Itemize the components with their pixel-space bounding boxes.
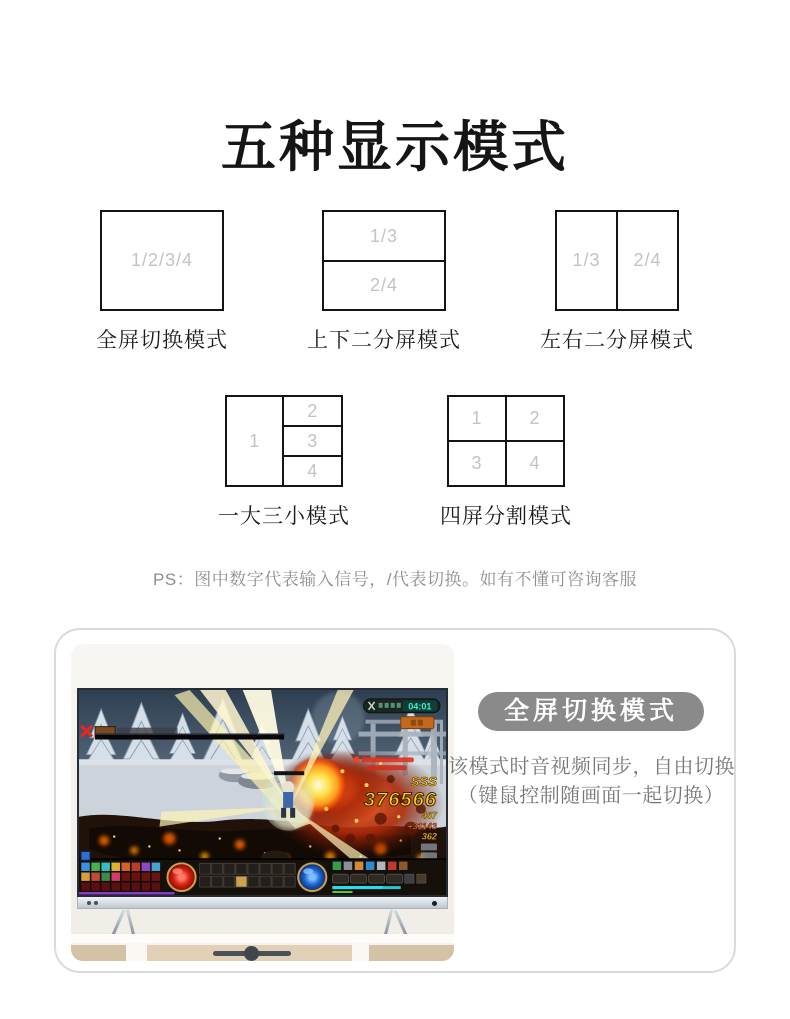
diagram-top-bottom	[322, 210, 446, 311]
diagram-cell: 1	[227, 397, 282, 485]
mode-quad-split	[440, 395, 572, 530]
page-title: 五种显示模式	[220, 116, 569, 178]
mode-label: 四屏分割模式	[440, 505, 572, 529]
tv-power-led	[432, 901, 437, 906]
hp-orb	[167, 864, 195, 892]
diagram-cell: 4	[507, 442, 563, 485]
diagram-cell: 3	[284, 427, 341, 455]
diagram-cell: 2	[284, 397, 341, 425]
feature-description	[448, 753, 734, 811]
feature-desc-line2: （键鼠控制随画面一起切换）	[457, 785, 725, 808]
mode-label: 一大三小模式	[218, 505, 350, 529]
mode-one-big-three-small	[218, 395, 350, 530]
mode-label: 左右二分屏模式	[540, 329, 694, 353]
diagram-cell: 1	[449, 397, 505, 440]
diagram-cell: 1/3	[324, 212, 444, 260]
tv-bezel	[77, 897, 448, 909]
mode-top-bottom-split	[307, 210, 461, 354]
sub-damage-2: +31143	[407, 821, 437, 832]
drawer-handle	[213, 951, 291, 956]
tv-photo	[71, 644, 454, 961]
mp-orb	[298, 864, 326, 892]
sub-damage-3: 362	[421, 831, 437, 842]
tv-screen	[77, 688, 448, 897]
diagram-cell: 2/4	[618, 212, 677, 309]
modes-row-1	[0, 210, 790, 354]
feature-text-column	[448, 692, 734, 811]
drawer-divider	[126, 943, 147, 961]
diagram-quad-split	[447, 395, 565, 487]
diagram-cell: 4	[284, 457, 341, 485]
drawer-divider	[352, 943, 369, 961]
diagram-cell: 3	[449, 442, 505, 485]
tv-leg	[112, 910, 126, 936]
diagram-left-right	[555, 210, 679, 311]
tv-leg	[384, 909, 393, 936]
damage-value: 376566	[363, 789, 437, 812]
player-character	[262, 771, 314, 830]
tv-stand-tabletop	[71, 934, 454, 943]
tv-leg	[126, 909, 135, 936]
sub-damage-1: 467	[421, 811, 437, 821]
mode-fullscreen-switch	[96, 210, 228, 354]
feature-card	[54, 628, 736, 973]
diagram-fullscreen	[100, 210, 224, 311]
tv-leg	[394, 910, 408, 936]
diagram-cell: 2	[507, 397, 563, 440]
game-screenshot	[79, 690, 446, 895]
diagram-cell: 2/4	[324, 262, 444, 310]
diagram-cell: 1/2/3/4	[102, 212, 222, 309]
tv-brand-logo	[87, 901, 91, 905]
feature-badge: 全屏切换模式	[478, 692, 704, 731]
mode-label: 全屏切换模式	[96, 329, 228, 353]
mode-label: 上下二分屏模式	[307, 329, 461, 353]
feature-desc-line1: 该模式时音视频同步，自由切换	[448, 756, 735, 779]
rank-text: SSS	[410, 774, 437, 790]
mode-left-right-split	[540, 210, 694, 354]
ps-note: PS：图中数字代表输入信号，/代表切换。如有不懂可咨询客服	[153, 570, 637, 590]
tv-stand-drawer	[71, 943, 454, 961]
diagram-one-big-three-small	[225, 395, 343, 487]
timer-value: 04:01	[408, 701, 432, 712]
diagram-cell: 1/3	[557, 212, 616, 309]
modes-row-2	[0, 395, 790, 530]
